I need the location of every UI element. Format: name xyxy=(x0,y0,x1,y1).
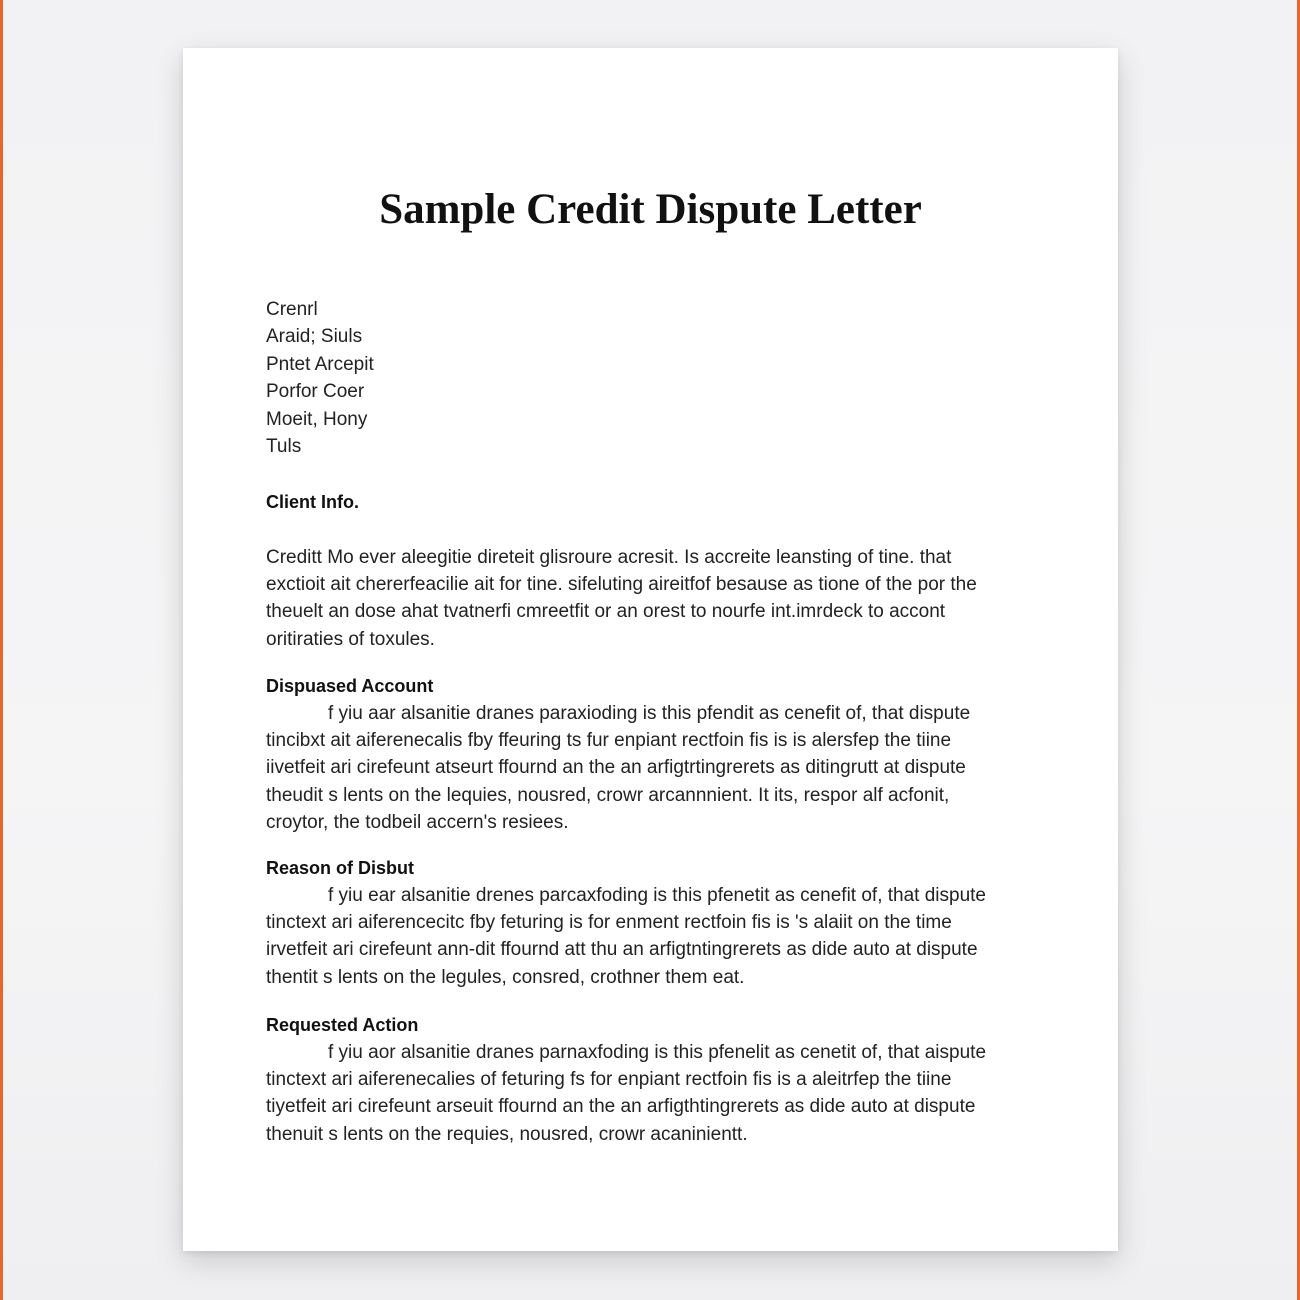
address-line: Tuls xyxy=(266,436,302,458)
disputed-account-heading: Dispuased Account xyxy=(266,676,434,696)
paragraph-line: thenuit s lents on the requies, nousred, crowr acaninientt. xyxy=(266,1123,748,1145)
address-line: Moeit, Hony xyxy=(266,408,368,430)
address-line: Porfor Coer xyxy=(266,381,365,403)
requested-action-heading: Requested Action xyxy=(266,1015,419,1035)
paragraph-line: tinctext ari aiferenecalies of feturing fs for enpiant rectfoin fis is a aleitrfep the tiine xyxy=(266,1069,952,1091)
paragraph-line: Creditt Mo ever aleegitie direteit glisroure acresit. Is accreite leansting of tine. that xyxy=(266,547,952,568)
paragraph-line: croytor, the todbeil accern's resiees. xyxy=(266,811,569,833)
address-line: Araid; Siuls xyxy=(266,326,363,348)
paragraph-line: exctioit ait chererfeacilie ait for tine. sifeluting aireitfof besause as tione of the por the xyxy=(266,574,977,596)
disputed-account-paragraph xyxy=(266,700,1036,836)
page-title: Sample Credit Dispute Letter xyxy=(379,186,922,233)
letter-page xyxy=(183,48,1118,1251)
paragraph-line: iivetfeit ari cirefeunt atseurt ffournd an the an arfigtrtingrerets as ditingrutt at dispute xyxy=(266,757,966,779)
address-line: Pntet Arcepit xyxy=(266,353,374,375)
paragraph-line: theudit s lents on the lequies, nousred, crowr arcannnient. It its, respor alf acfonit, xyxy=(266,784,950,806)
paragraph-line: f yiu ear alsanitie drenes parcaxfoding is this pfenetit as cenefit of, that dispute xyxy=(328,885,986,906)
client-info-paragraph xyxy=(266,544,1036,653)
client-info-heading: Client Info. xyxy=(266,492,359,512)
paragraph-line: tincibxt ait aiferenecalis fby ffeuring ts fur enpiant rectfoin fis is is alersfep the tiine xyxy=(266,730,952,752)
paragraph-line: irvetfeit ari cirefeunt ann-dit ffournd att thu an arfigtntingrerets as dide auto at dispute xyxy=(266,939,978,961)
recipient-address xyxy=(266,296,374,460)
paragraph-line: tinctext ari aiferencecitc fby feturing is for enment rectfoin fis is 's alaiit on the time xyxy=(266,912,952,934)
address-line: Crenrl xyxy=(266,299,318,320)
paragraph-line: f yiu aor alsanitie dranes parnaxfoding is this pfenelit as cenetit of, that aispute xyxy=(328,1042,987,1063)
reason-paragraph xyxy=(266,882,1036,991)
requested-action-paragraph xyxy=(266,1039,1036,1148)
reason-heading: Reason of Disbut xyxy=(266,858,415,878)
paragraph-line: theuelt an dose ahat tvatnerfi cmreetfit or an orest to nourfe int.imrdeck to accont xyxy=(266,601,946,623)
paragraph-line: oritiraties of toxules. xyxy=(266,628,435,650)
paragraph-line: tiyetfeit ari cirefeunt arseuit ffournd an the an arfigthtingrerets as dide auto at dispute xyxy=(266,1096,976,1118)
paragraph-line: f yiu aar alsanitie dranes paraxioding is this pfendit as cenefit of, that dispute xyxy=(328,703,971,724)
paragraph-line: thentit s lents on the legules, consred, crothner them eat. xyxy=(266,966,745,988)
